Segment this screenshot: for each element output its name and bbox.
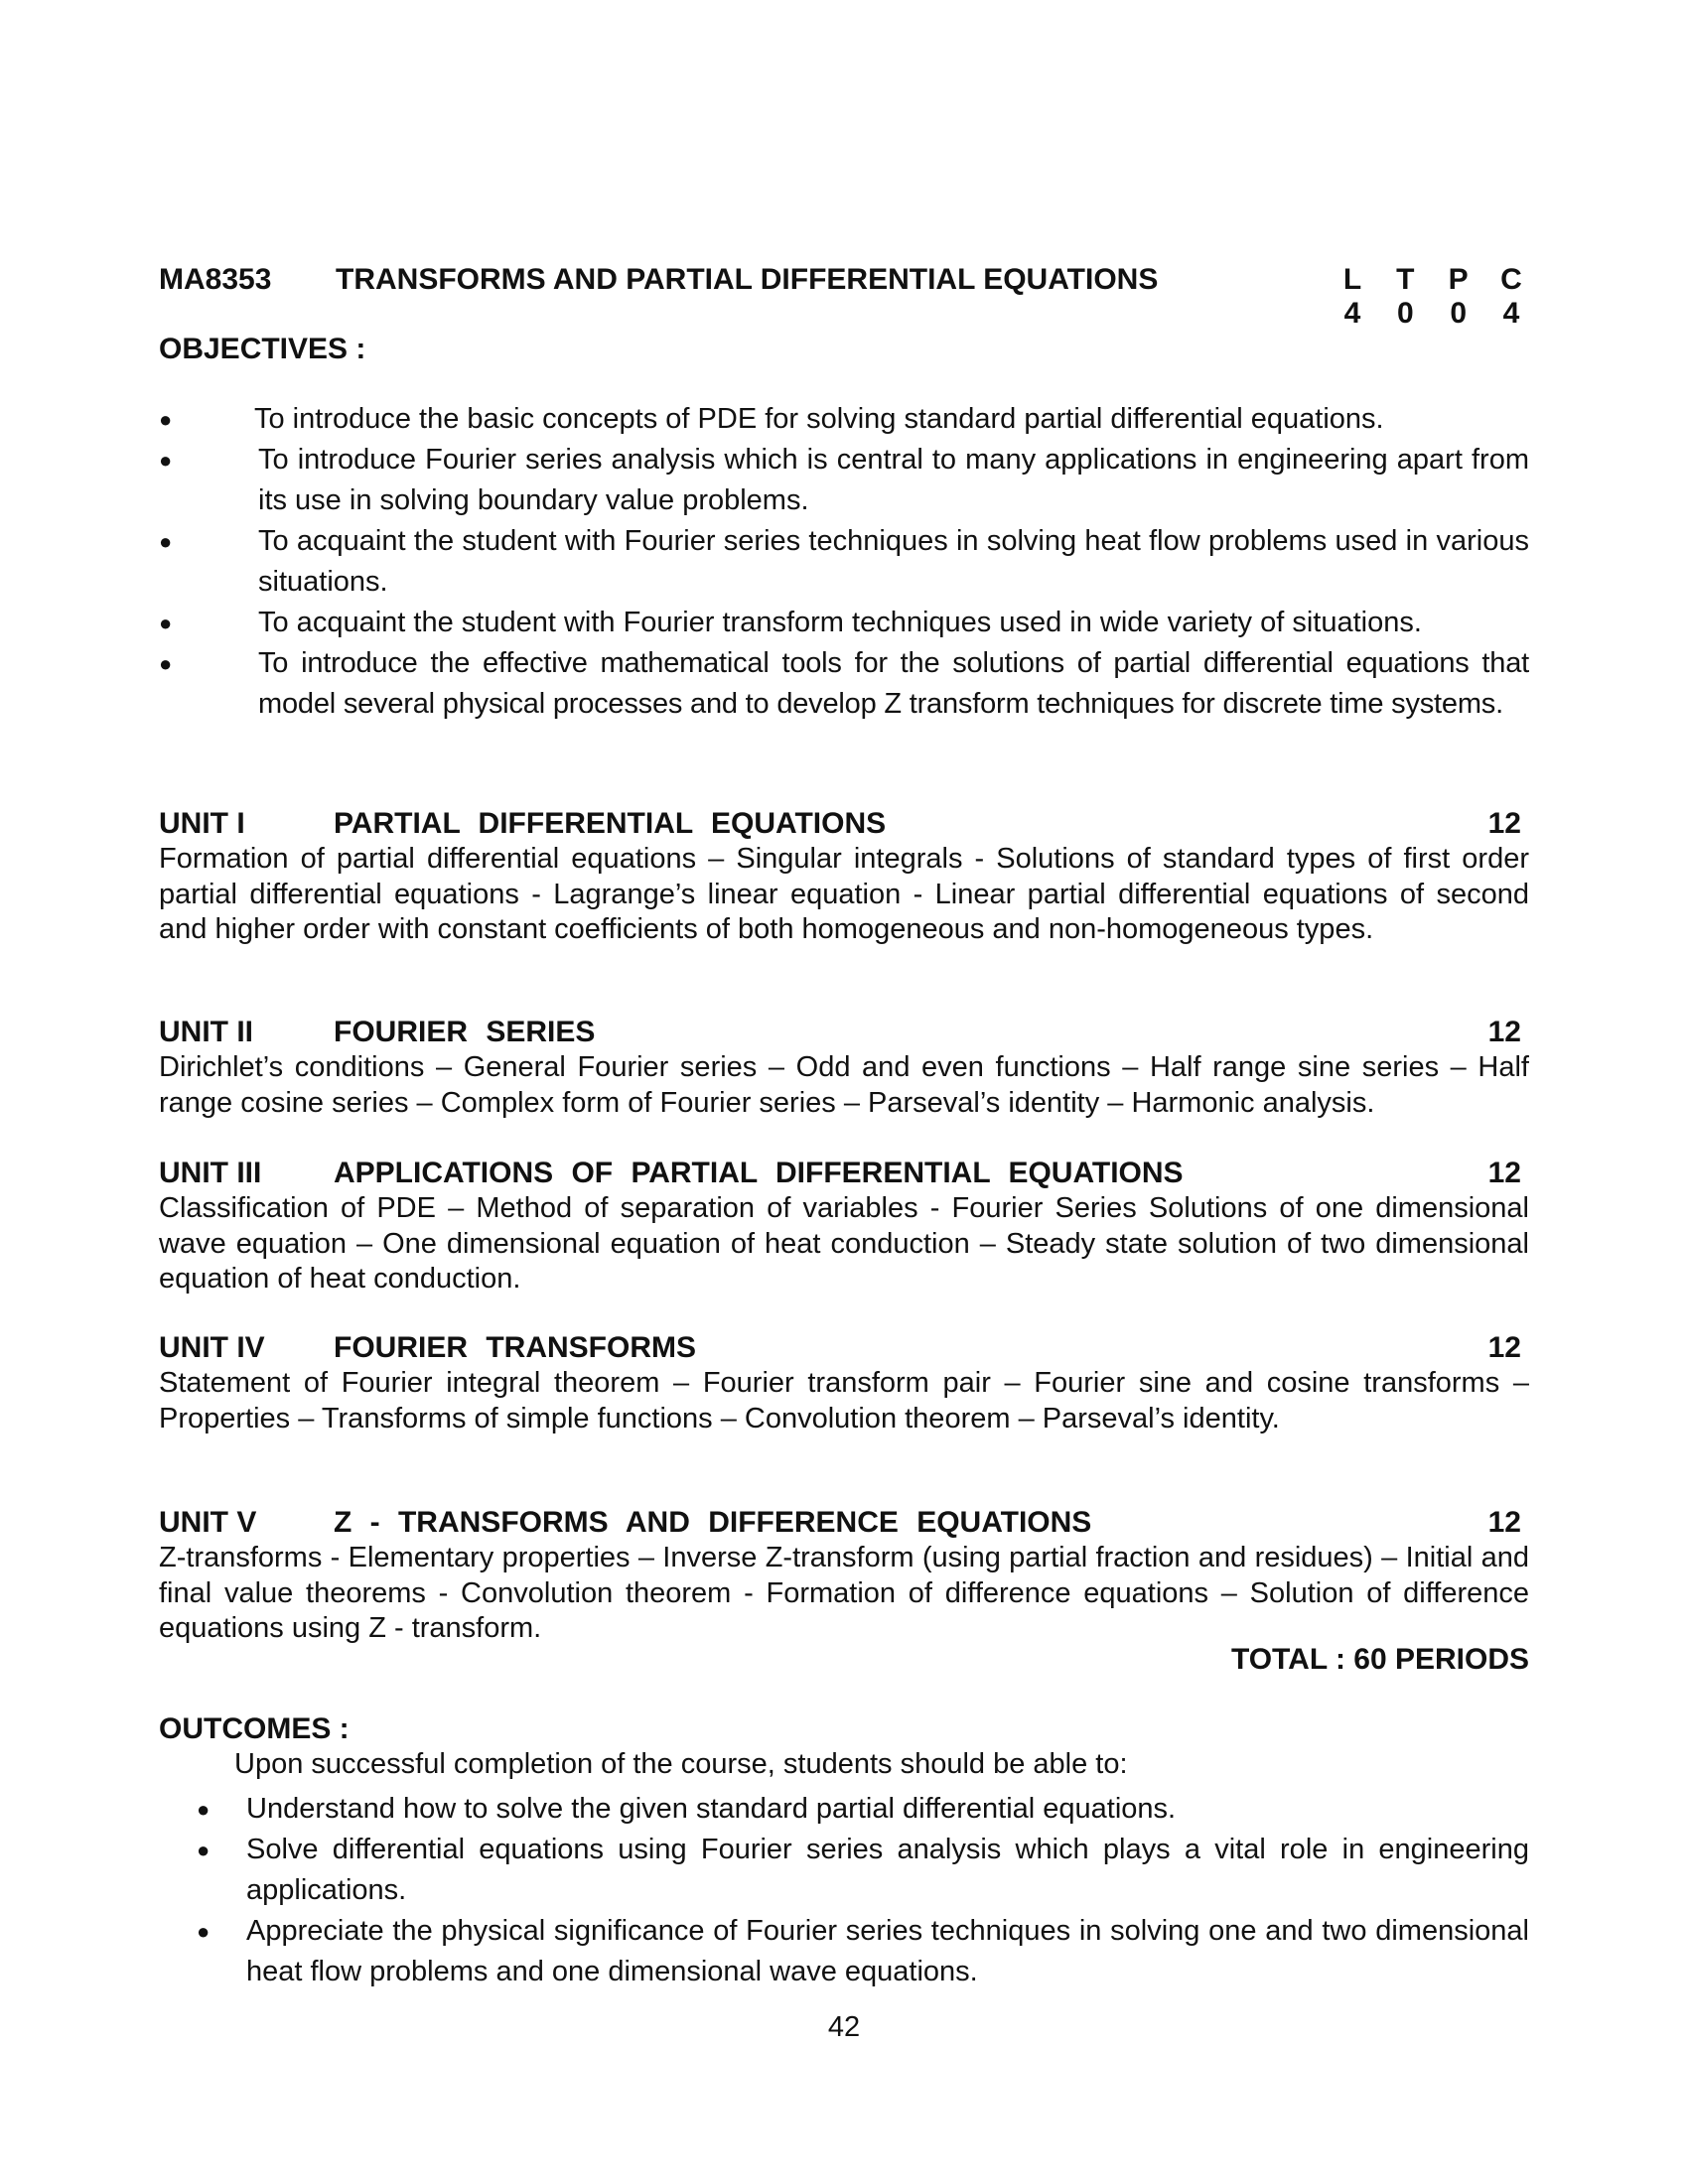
bullet-icon: ● [197,1797,211,1822]
unit-number: UNIT III [159,1157,262,1189]
bullet-icon: ● [159,529,173,554]
unit-2-header [159,1015,1529,1050]
total-periods: TOTAL : 60 PERIODS [1230,1643,1529,1676]
unit-content-text: Statement of Fourier integral theorem – Fourier transform pair – Fourier sine and cosine transforms – Properties – Transforms of simple functions – Convolution theorem – Parseval’s identity. [159,1367,1529,1434]
bullet-icon: ● [159,651,173,676]
bullet-icon: ● [159,407,173,432]
unit-content-text: Dirichlet’s conditions – General Fourier series – Odd and even functions – Half range sine series – Half range cosine series – Complex form of Fourier series – Parseval’s identity – Harmonic analysis. [159,1051,1529,1119]
page-number: 42 [827,2011,861,2043]
unit-1-content [159,842,1529,948]
objective-item: ● To acquaint the student with Fourier series techniques in solving heat flow problems used in various situations. [159,521,1529,603]
unit-hours: 12 [1487,1506,1521,1539]
bullet-icon: ● [159,448,173,473]
ltpc-value-t: 0 [1396,297,1414,330]
unit-title: APPLICATIONS OF PARTIAL DIFFERENTIAL EQUATIONS [334,1157,1184,1189]
unit-title: FOURIER TRANSFORMS [334,1331,696,1364]
ltpc-label-t: T [1396,263,1415,296]
unit-hours: 12 [1487,1331,1521,1364]
unit-1-header [159,806,1529,842]
unit-number: UNIT V [159,1506,257,1539]
outcomes-heading: OUTCOMES : [159,1712,350,1745]
unit-5-header [159,1505,1529,1541]
ltpc-label-c: C [1500,263,1522,296]
unit-content-text: Z-transforms - Elementary properties – Inverse Z-transform (using partial fraction and residues) – Initial and final value theorems - Convolution theorem - Formation of difference equations – Solution of difference equations using Z - transform. [159,1542,1529,1644]
ltpc-value-p: 0 [1450,297,1467,330]
unit-3-header [159,1156,1529,1191]
bullet-icon: ● [159,611,173,635]
objectives-list [159,399,1529,725]
unit-title: PARTIAL DIFFERENTIAL EQUATIONS [334,807,887,840]
unit-number: UNIT II [159,1016,253,1048]
outcomes-intro: Upon successful completion of the course, students should be able to: [234,1748,1128,1780]
unit-4-header [159,1330,1529,1366]
unit-number: UNIT I [159,807,245,840]
ltpc-labels [1337,262,1526,298]
ltpc-values [1337,296,1526,332]
unit-title: FOURIER SERIES [334,1016,596,1048]
unit-hours: 12 [1487,807,1521,840]
unit-content-text: Formation of partial differential equations – Singular integrals - Solutions of standard types of first order partial differential equations - Lagrange’s linear equation - Linear partial differential equations of second and higher order with constant coefficients of both homogeneous and non-homogeneous types. [159,843,1529,945]
course-code: MA8353 [159,263,272,296]
unit-5-content [159,1541,1529,1647]
objective-item: ● To introduce the effective mathematical tools for the solutions of partial differential equations that model several physical processes and to develop Z transform techniques for discrete time systems. [159,643,1529,725]
objective-item: ● To acquaint the student with Fourier transform techniques used in wide variety of situations. [159,603,1529,643]
objective-item: ● To introduce the basic concepts of PDE for solving standard partial differential equations. [159,399,1529,440]
unit-number: UNIT IV [159,1331,265,1364]
unit-title: Z - TRANSFORMS AND DIFFERENCE EQUATIONS [334,1506,1092,1539]
bullet-icon: ● [197,1838,211,1862]
unit-hours: 12 [1487,1016,1521,1048]
unit-hours: 12 [1487,1157,1521,1189]
ltpc-label-p: P [1448,263,1469,296]
bullet-icon: ● [197,1919,211,1944]
outcome-item: ● Solve differential equations using Fourier series analysis which plays a vital role in engineering applications. [197,1830,1529,1911]
outcome-item: ● Understand how to solve the given standard partial differential equations. [197,1789,1529,1830]
outcome-item: ● Appreciate the physical significance of Fourier series techniques in solving one and two dimensional heat flow problems and one dimensional wave equations. [197,1911,1529,1992]
unit-3-content [159,1191,1529,1297]
objectives-heading: OBJECTIVES : [159,333,366,365]
outcomes-list [197,1789,1529,1992]
ltpc-value-c: 4 [1502,297,1520,330]
objective-item: ● To introduce Fourier series analysis which is central to many applications in engineering apart from its use in solving boundary value problems. [159,440,1529,521]
ltpc-label-l: L [1342,263,1362,296]
unit-4-content [159,1366,1529,1436]
course-title: TRANSFORMS AND PARTIAL DIFFERENTIAL EQUATIONS [336,263,1159,296]
unit-2-content [159,1050,1529,1121]
ltpc-value-l: 4 [1343,297,1361,330]
unit-content-text: Classification of PDE – Method of separation of variables - Fourier Series Solutions of one dimensional wave equation – One dimensional equation of heat conduction – Steady state solution of two dimensional equation of heat conduction. [159,1192,1529,1295]
